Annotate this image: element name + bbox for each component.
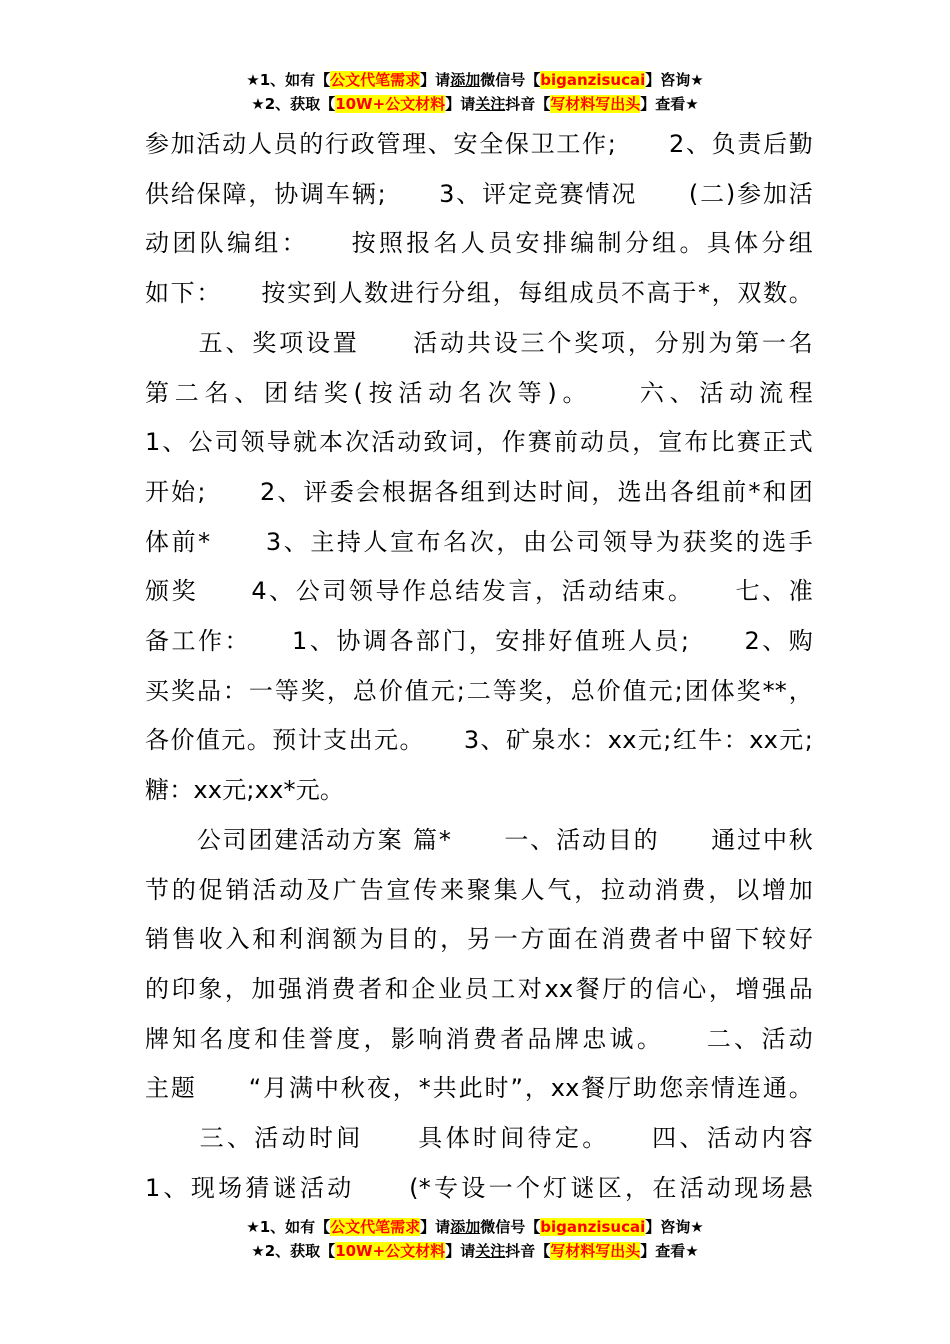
banner-highlight: 写材料写出头: [550, 1242, 641, 1260]
banner-underlined: 添加: [450, 71, 481, 89]
text-line: 如下： 按实到人数进行分组，每组成员不高于*，双数。: [145, 279, 813, 308]
text-line: 三、活动时间 具体时间待定。 四、活动内容: [145, 1124, 813, 1153]
banner-underlined: 添加: [450, 1218, 481, 1236]
header-banner: [0, 68, 950, 116]
text-line: 主题 “月满中秋夜，*共此时”，xx餐厅助您亲情连通。: [145, 1074, 813, 1103]
banner-text: ★2、获取【: [251, 1242, 336, 1260]
banner-line-2: [0, 1239, 950, 1263]
banner-text: ★1、如有【: [246, 1218, 331, 1236]
text-line: 供给保障，协调车辆; 3、评定竞赛情况 (二)参加活: [145, 179, 813, 208]
text-line: 第二名、团结奖(按活动名次等)。 六、活动流程: [145, 378, 813, 407]
text-line: 颁奖 4、公司领导作总结发言，活动结束。 七、准: [145, 577, 813, 606]
banner-text: 】请: [420, 71, 451, 89]
text-line: 五、奖项设置 活动共设三个奖项，分别为第一名: [145, 328, 813, 357]
text-line: 体前* 3、主持人宣布名次，由公司领导为获奖的选手: [145, 527, 813, 556]
text-line: 买奖品：一等奖，总价值元;二等奖，总价值元;团体奖**，: [145, 676, 813, 705]
banner-text: 】请: [445, 95, 476, 113]
banner-text: 微信号【: [480, 1218, 541, 1236]
text-line: 1、公司领导就本次活动致词，作赛前动员，宣布比赛正式: [145, 428, 813, 457]
document-body: [145, 120, 813, 1213]
text-line: 各价值元。预计支出元。 3、矿泉水：xx元;红牛：xx元;: [145, 726, 813, 755]
banner-highlight: 写材料写出头: [550, 95, 641, 113]
text-line: 开始; 2、评委会根据各组到达时间，选出各组前*和团: [145, 477, 813, 506]
banner-highlight: 公文代笔需求: [330, 1218, 421, 1236]
banner-text: 】查看★: [640, 1242, 699, 1260]
text-line: 牌知名度和佳誉度，影响消费者品牌忠诚。 二、活动: [145, 1024, 813, 1053]
text-line: 糖：xx元;xx*元。: [145, 776, 345, 805]
banner-text: ★1、如有【: [246, 71, 331, 89]
banner-highlight: biganzisucai: [540, 1218, 646, 1236]
banner-text: 】咨询★: [645, 71, 704, 89]
banner-highlight: biganzisucai: [540, 71, 646, 89]
banner-text: ★2、获取【: [251, 95, 336, 113]
banner-highlight: 10W+公文材料: [335, 1242, 446, 1260]
banner-underlined: 关注: [475, 95, 506, 113]
text-line: 节的促销活动及广告宣传来聚集人气，拉动消费，以增加: [145, 875, 813, 904]
banner-text: 微信号【: [480, 71, 541, 89]
text-line: 动团队编组： 按照报名人员安排编制分组。具体分组: [145, 229, 813, 258]
text-line: 的印象，加强消费者和企业员工对xx餐厅的信心，增强品: [145, 974, 813, 1003]
banner-highlight: 公文代笔需求: [330, 71, 421, 89]
banner-line-2: [0, 92, 950, 116]
text-line: 销售收入和利润额为目的，另一方面在消费者中留下较好: [145, 925, 813, 954]
banner-text: 】查看★: [640, 95, 699, 113]
banner-text: 】请: [420, 1218, 451, 1236]
text-line: 参加活动人员的行政管理、安全保卫工作; 2、负责后勤: [145, 130, 813, 158]
banner-line-1: [0, 1215, 950, 1239]
banner-text: 抖音【: [505, 1242, 551, 1260]
banner-underlined: 关注: [475, 1242, 506, 1260]
text-line: 备工作： 1、协调各部门，安排好值班人员; 2、购: [145, 627, 813, 656]
text-line: 公司团建活动方案 篇* 一、活动目的 通过中秋: [145, 825, 813, 854]
text-line: 1、现场猜谜活动 (*专设一个灯谜区，在活动现场悬: [145, 1173, 813, 1202]
banner-text: 】请: [445, 1242, 476, 1260]
footer-banner: [0, 1215, 950, 1263]
banner-line-1: [0, 68, 950, 92]
banner-highlight: 10W+公文材料: [335, 95, 446, 113]
banner-text: 】咨询★: [645, 1218, 704, 1236]
banner-text: 抖音【: [505, 95, 551, 113]
